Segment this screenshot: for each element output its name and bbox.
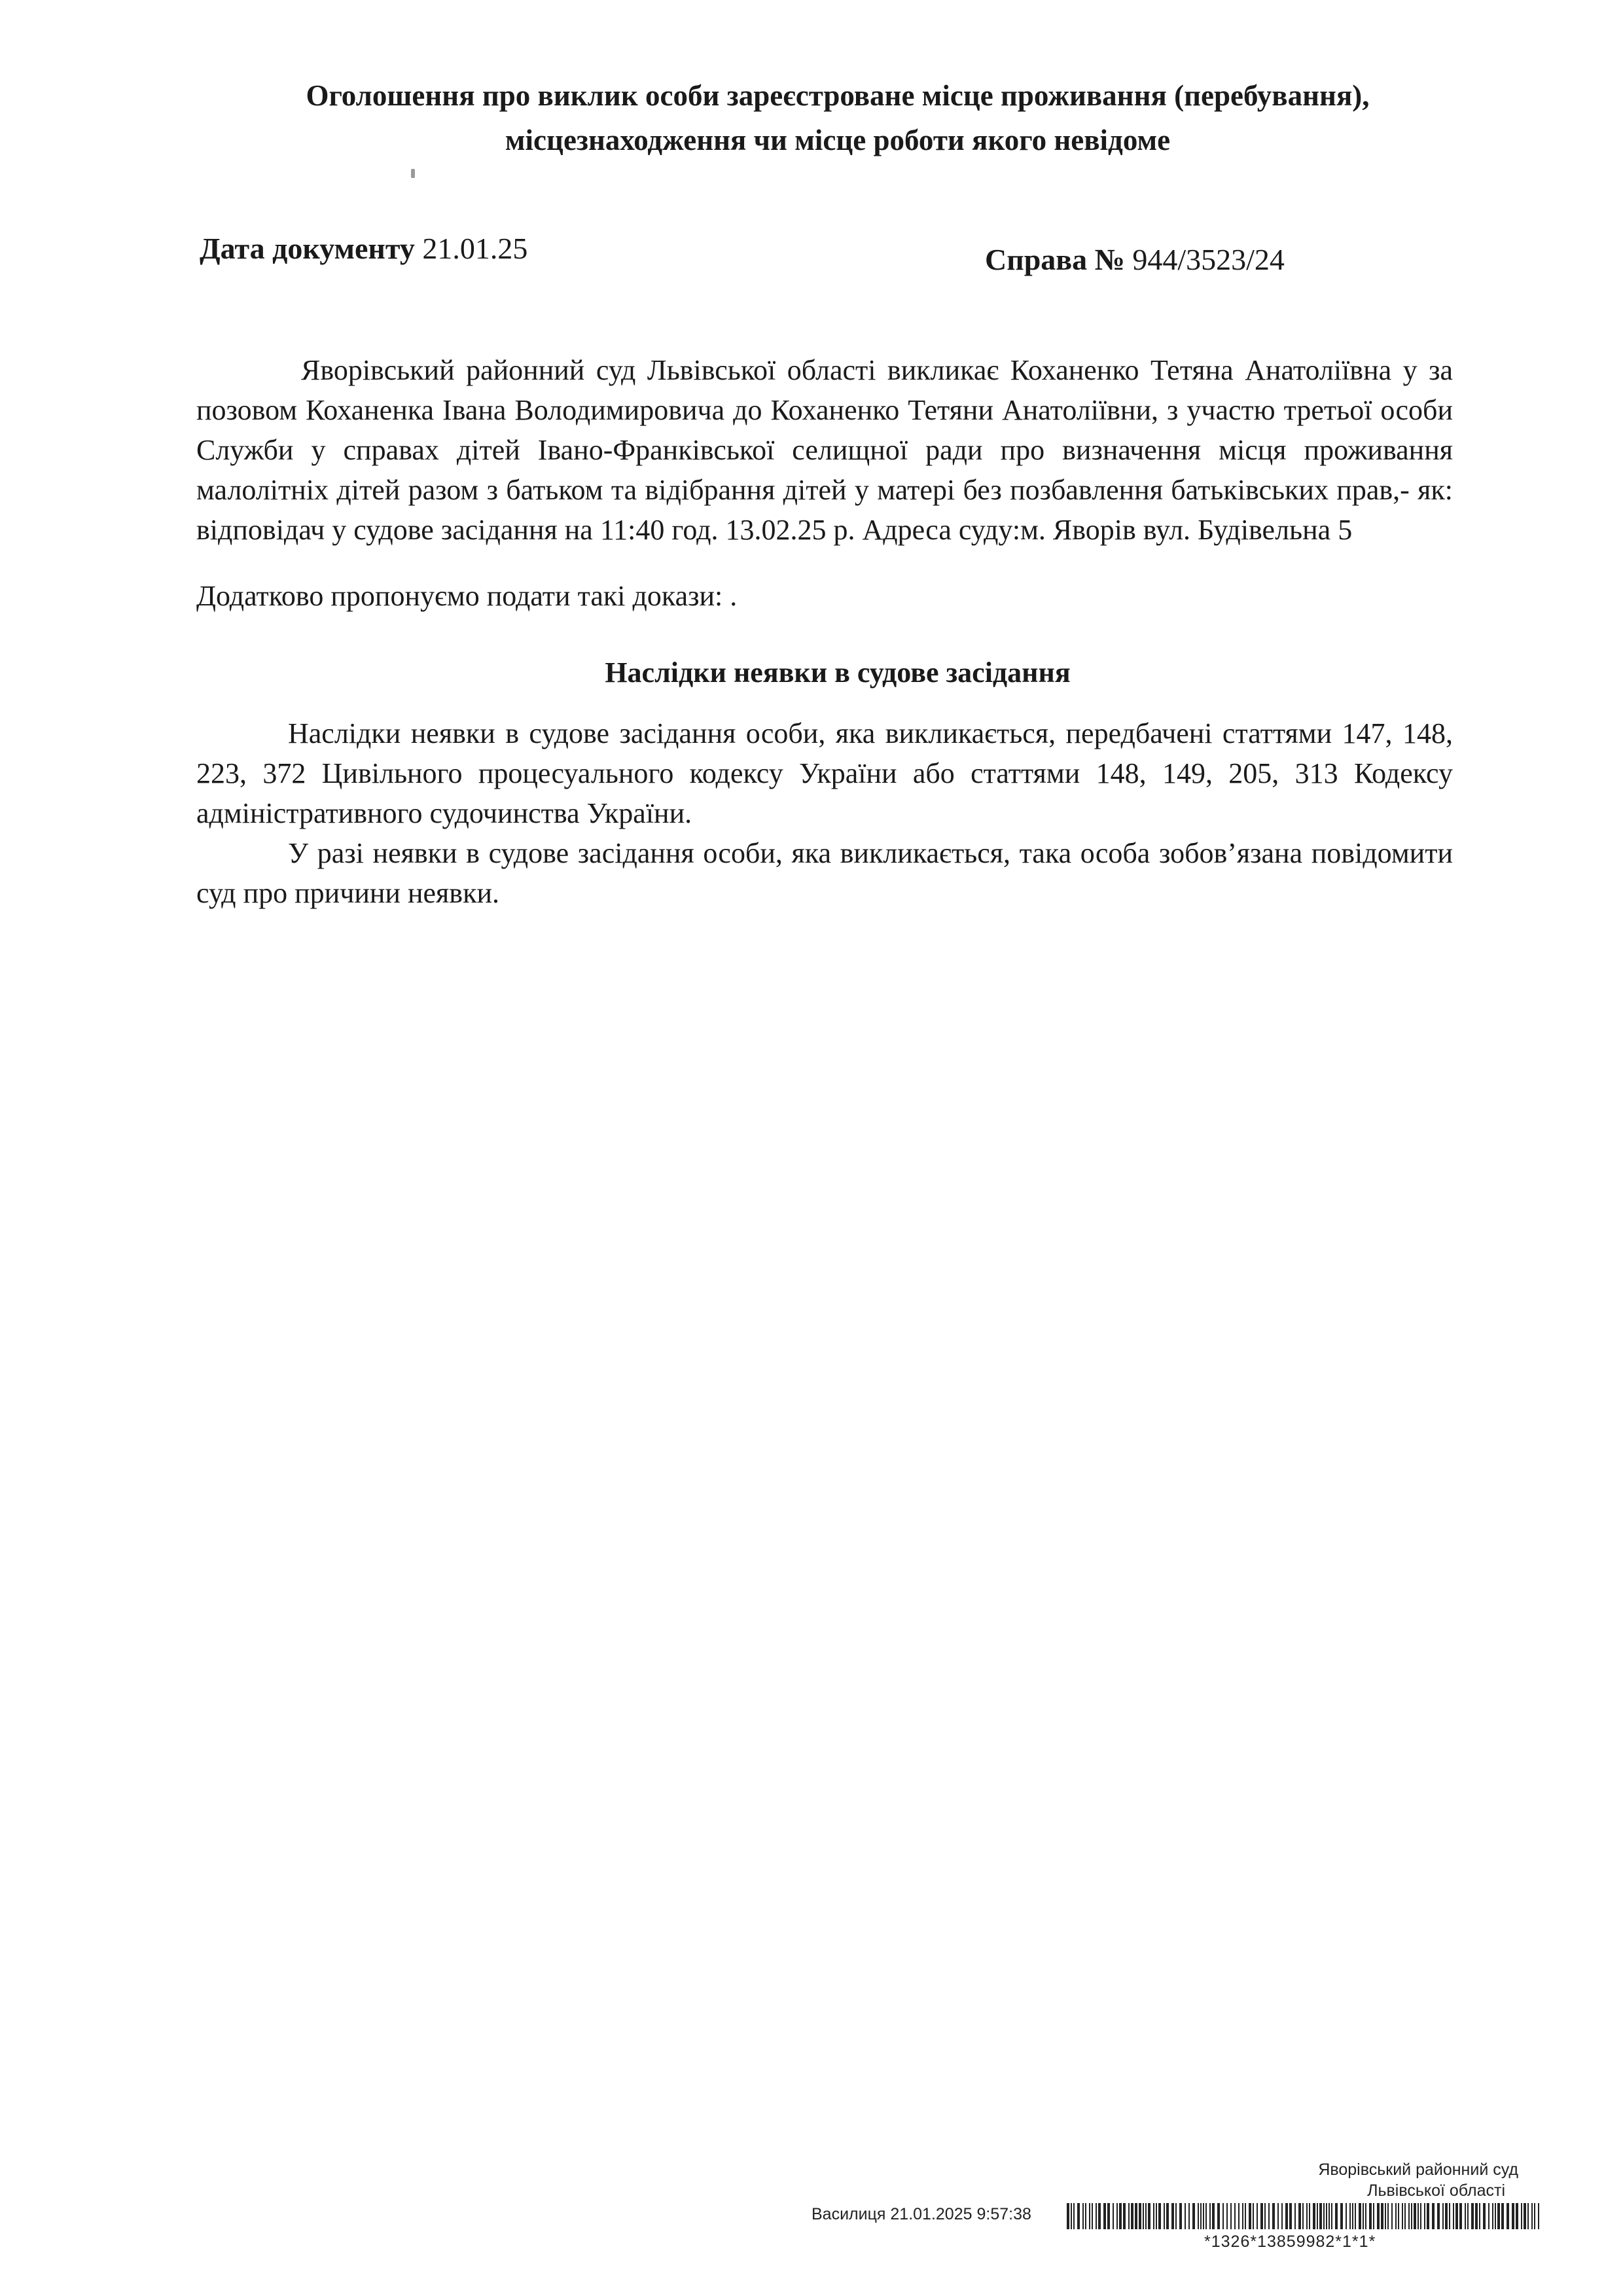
barcode-bar — [1455, 2203, 1458, 2229]
barcode-bar — [1369, 2203, 1372, 2229]
barcode-bar — [1217, 2203, 1220, 2229]
barcode-bar — [1143, 2203, 1144, 2229]
registration-stamp — [812, 2160, 1564, 2271]
consequences-heading: Наслідки неявки в судове засідання — [605, 656, 1071, 689]
barcode-bar — [1524, 2203, 1526, 2229]
barcode-bar — [1414, 2203, 1416, 2229]
barcode-bar — [1285, 2203, 1288, 2229]
barcode-bar — [1277, 2203, 1279, 2229]
barcode-bar — [1264, 2203, 1266, 2229]
barcode-bar — [1335, 2203, 1338, 2229]
barcode-bar — [1242, 2203, 1243, 2229]
barcode-bar — [1175, 2203, 1177, 2229]
barcode-bar — [1387, 2203, 1389, 2229]
barcode-bar — [1156, 2203, 1157, 2229]
barcode-bar — [1222, 2203, 1224, 2229]
barcode-bar — [1067, 2203, 1069, 2229]
barcode-bar — [1230, 2203, 1232, 2229]
title-line-2: місцезнаходження чи місце роботи якого невідоме — [505, 124, 1171, 156]
barcode-bar — [1459, 2203, 1462, 2229]
document-date — [200, 229, 527, 268]
barcode-bar — [1128, 2203, 1130, 2229]
barcode-bar — [1171, 2203, 1174, 2229]
barcode-bar — [1139, 2203, 1141, 2229]
barcode-bar — [1377, 2203, 1380, 2229]
barcode-bar — [1092, 2203, 1093, 2229]
barcode-bar — [1501, 2203, 1504, 2229]
barcode-bar — [1373, 2203, 1374, 2229]
barcode-bar — [1131, 2203, 1133, 2229]
barcode-bar — [1153, 2203, 1154, 2229]
barcode-bar — [1260, 2203, 1263, 2229]
barcode-bar — [1411, 2203, 1412, 2229]
barcode-bar — [1437, 2203, 1440, 2229]
barcode-bar — [1179, 2203, 1182, 2229]
barcode-bar — [1512, 2203, 1514, 2229]
barcode-bar — [1113, 2203, 1114, 2229]
consequences-paragraph-2-text: У разі неявки в судове засідання особи, яка викликається, така особа зобов’язана повідомити суд про причини неявки. — [196, 837, 1453, 909]
barcode-bar — [1349, 2203, 1351, 2229]
barcode-bar — [1495, 2203, 1496, 2229]
barcode-bar — [1302, 2203, 1304, 2229]
barcode-bar — [1116, 2203, 1118, 2229]
main-paragraph — [196, 350, 1453, 550]
barcode-bar — [1365, 2203, 1366, 2229]
barcode-bar — [1096, 2203, 1097, 2229]
barcode-bar — [1326, 2203, 1327, 2229]
barcode-bar — [1249, 2203, 1251, 2229]
barcode-bar — [1385, 2203, 1386, 2229]
barcode-bar — [1340, 2203, 1343, 2229]
barcode-bar — [1497, 2203, 1500, 2229]
barcode-bar — [1203, 2203, 1204, 2229]
barcode-bar — [1453, 2203, 1454, 2229]
barcode-bar — [1359, 2203, 1361, 2229]
barcode-bar — [1521, 2203, 1522, 2229]
barcode-bar — [1507, 2203, 1509, 2229]
barcode-bar — [1272, 2203, 1275, 2229]
barcode-bar — [1398, 2203, 1399, 2229]
barcode-bar — [1148, 2203, 1150, 2229]
date-value: 21.01.25 — [422, 232, 528, 265]
barcode-bar — [1319, 2203, 1322, 2229]
title-line-1: Оголошення про виклик особи зареєстроване місце проживання (перебування), — [306, 79, 1370, 112]
barcode-bar — [1471, 2203, 1474, 2229]
stamp-court-name: Яворівський районний суд — [1318, 2161, 1518, 2179]
barcode-bar — [1527, 2203, 1529, 2229]
main-paragraph-text: Яворівський районний суд Львівської області викликає Коханенко Тетяна Анатоліївна у за позовом Коханенка Івана Володимировича до Коханенко Тетяни Анатоліївни, з участю третьої особи Служби у справах дітей Івано-Франківської селищної ради про визначення місця проживання малолітніх дітей разом з батьком та відібрання дітей у матері без позбавлення батьківських прав,- як: відповідач у судове засідання на 11:40 год. 13.02.25 р. Адреса суду:м. Яворів вул. Будівельна 5 — [196, 354, 1453, 546]
barcode-bar — [1346, 2203, 1347, 2229]
barcode-bar — [1166, 2203, 1169, 2229]
barcode-bar — [1449, 2203, 1450, 2229]
barcode-bar — [1313, 2203, 1315, 2229]
barcode-bar — [1492, 2203, 1493, 2229]
additional-evidence: Додатково пропонуємо подати такі докази: . — [196, 580, 738, 612]
barcode-bar — [1531, 2203, 1533, 2229]
barcode-bar — [1355, 2203, 1356, 2229]
barcode-bar — [1192, 2203, 1195, 2229]
barcode-bar — [1317, 2203, 1318, 2229]
barcode-bar — [1309, 2203, 1310, 2229]
barcode-bar — [1198, 2203, 1199, 2229]
barcode-bar — [1294, 2203, 1296, 2229]
barcode-bar — [1475, 2203, 1478, 2229]
barcode-bar — [1427, 2203, 1429, 2229]
barcode-bar — [1516, 2203, 1518, 2229]
barcode-bar — [1082, 2203, 1084, 2229]
barcode-bar — [1135, 2203, 1137, 2229]
barcode — [1067, 2203, 1544, 2229]
barcode-bar — [1077, 2203, 1080, 2229]
barcode-bar — [1212, 2203, 1215, 2229]
barcode-bar — [1306, 2203, 1308, 2229]
barcode-bar — [1205, 2203, 1207, 2229]
barcode-number: *1326*13859982*1*1* — [1204, 2233, 1376, 2251]
barcode-bar — [1071, 2203, 1072, 2229]
barcode-bar — [1488, 2203, 1489, 2229]
barcode-bar — [1089, 2203, 1090, 2229]
barcode-bar — [1402, 2203, 1403, 2229]
barcode-bar — [1479, 2203, 1480, 2229]
barcode-bar — [1395, 2203, 1397, 2229]
barcode-bar — [1245, 2203, 1246, 2229]
barcode-bar — [1381, 2203, 1383, 2229]
consequences-paragraph-1 — [196, 713, 1453, 833]
barcode-bar — [1534, 2203, 1535, 2229]
barcode-bar — [1352, 2203, 1353, 2229]
barcode-bar — [1323, 2203, 1325, 2229]
case-label: Справа № — [985, 243, 1125, 276]
barcode-bar — [1298, 2203, 1301, 2229]
document-title — [196, 73, 1479, 162]
barcode-bar — [1123, 2203, 1126, 2229]
barcode-bar — [1107, 2203, 1110, 2229]
stamp-user-timestamp: Василиця 21.01.2025 9:57:38 — [812, 2205, 1031, 2223]
barcode-bar — [1209, 2203, 1211, 2229]
barcode-bar — [1098, 2203, 1101, 2229]
barcode-bar — [1268, 2203, 1270, 2229]
barcode-bar — [1442, 2203, 1444, 2229]
barcode-bar — [1404, 2203, 1406, 2229]
barcode-bar — [1391, 2203, 1393, 2229]
date-label: Дата документу — [200, 232, 415, 265]
barcode-bar — [1188, 2203, 1190, 2229]
barcode-bar — [1257, 2203, 1258, 2229]
case-value: 944/3523/24 — [1132, 243, 1285, 276]
stamp-court-region: Львівської області — [1367, 2181, 1505, 2200]
barcode-bar — [1445, 2203, 1448, 2229]
barcode-bar — [1408, 2203, 1410, 2229]
scan-speck — [411, 169, 415, 178]
barcode-bar — [1185, 2203, 1186, 2229]
barcode-bar — [1424, 2203, 1425, 2229]
barcode-bar — [1158, 2203, 1161, 2229]
barcode-bar — [1420, 2203, 1421, 2229]
barcode-bar — [1418, 2203, 1419, 2229]
barcode-bar — [1238, 2203, 1240, 2229]
barcode-bar — [1145, 2203, 1147, 2229]
barcode-bar — [1073, 2203, 1075, 2229]
barcode-bar — [1164, 2203, 1165, 2229]
barcode-bar — [1331, 2203, 1332, 2229]
barcode-bar — [1281, 2203, 1283, 2229]
barcode-bar — [1538, 2203, 1539, 2229]
consequences-paragraph-2 — [196, 833, 1453, 913]
barcode-bar — [1119, 2203, 1122, 2229]
barcode-bar — [1226, 2203, 1228, 2229]
case-number — [985, 240, 1285, 279]
barcode-bar — [1363, 2203, 1364, 2229]
barcode-bar — [1085, 2203, 1086, 2229]
barcode-bar — [1200, 2203, 1202, 2229]
barcode-bar — [1432, 2203, 1435, 2229]
barcode-bar — [1467, 2203, 1469, 2229]
barcode-bar — [1234, 2203, 1236, 2229]
barcode-bar — [1483, 2203, 1486, 2229]
barcode-bar — [1465, 2203, 1466, 2229]
barcode-bar — [1103, 2203, 1106, 2229]
consequences-paragraph-1-text: Наслідки неявки в судове засідання особи, яка викликається, передбачені статтями 147, 148, 223, 372 Цивільного процесуального кодексу України або статтями 148, 149, 205, 313 Кодексу адміністративного судочинства України. — [196, 717, 1453, 829]
barcode-bar — [1253, 2203, 1254, 2229]
barcode-bar — [1289, 2203, 1292, 2229]
barcode-bar — [1329, 2203, 1330, 2229]
